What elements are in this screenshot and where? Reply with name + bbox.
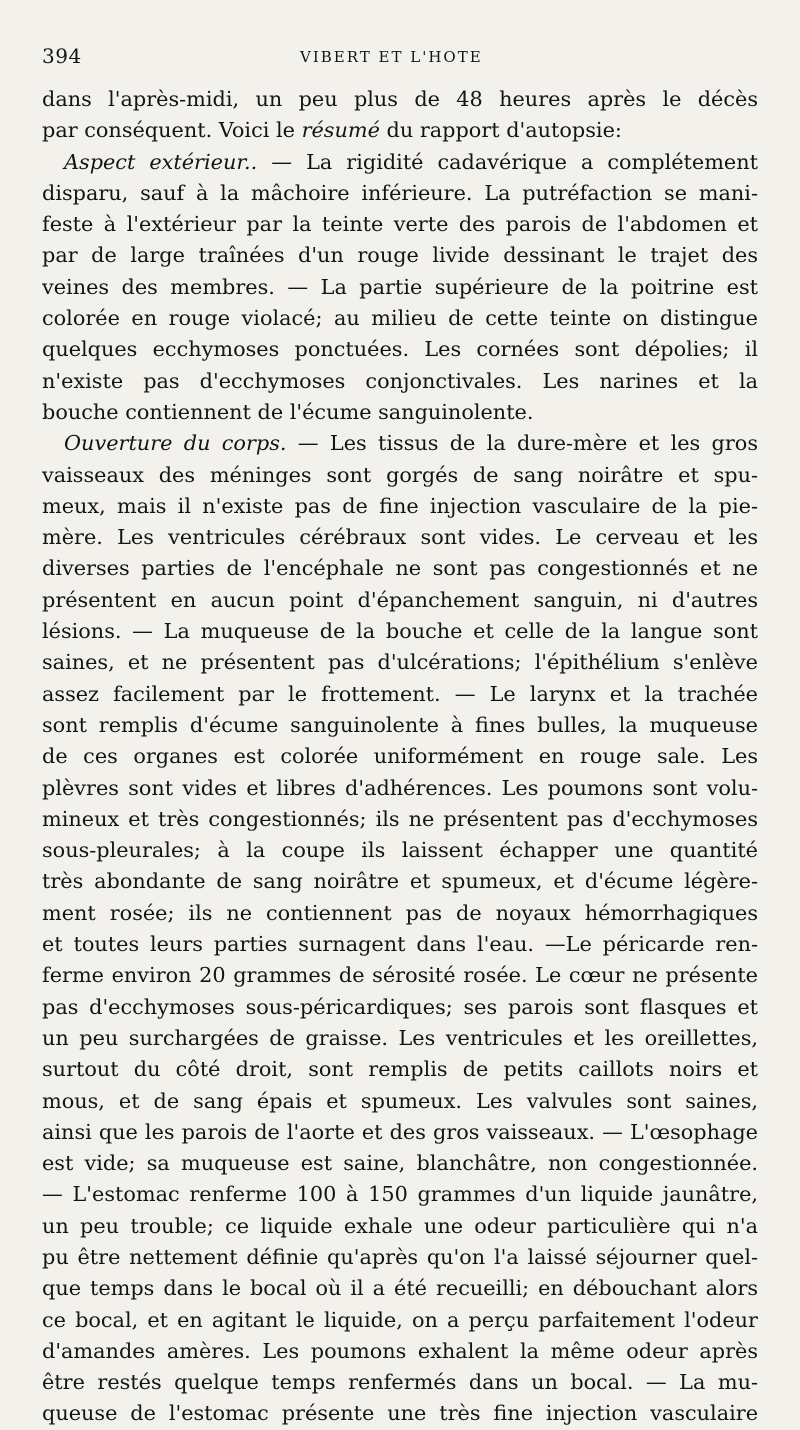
text-run: — La rigidité cadavérique a complétement [257,149,758,174]
text-line [42,272,758,303]
text-line [42,710,758,741]
text-run: sont remplis d'écume sanguinolente à fines bulles, la muqueuse [42,712,758,737]
text-run: pas d'ecchymoses sous-péricardiques; ses parois sont flasques et [42,994,758,1019]
text-run: sous-pleurales; à la coupe ils laissent échapper une quantité [42,838,758,863]
text-run: ferme environ 20 grammes de sérosité rosée. Le cœur ne présente [42,963,758,988]
text-line [42,992,758,1023]
text-line [42,491,758,522]
text-line [42,1242,758,1273]
text-run: plèvres sont vides et libres d'adhérences. Les poumons sont volu- [42,775,758,800]
text-line [42,741,758,772]
text-run: de ces organes est colorée uniformément en rouge sale. Les [42,744,758,769]
text-run: mère. Les ventricules cérébraux sont vides. Le cerveau et les [42,525,758,550]
text-run: — Les tissus de la dure-mère et les gros [286,431,758,456]
text-line [42,303,758,334]
text-run: très abondante de sang noirâtre et spumeux, et d'écume légère- [42,869,758,894]
text-line [42,1023,758,1054]
text-run: saines, et ne présentent pas d'ulcérations; l'épithélium s'enlève [42,650,758,675]
body-text [42,84,758,1430]
text-run: et toutes leurs parties surnagent dans l'eau. —Le péricarde ren- [42,932,758,957]
text-run: est vide; sa muqueuse est saine, blanchâtre, non congestionnée. [42,1151,758,1176]
text-run: mous, et de sang épais et spumeux. Les valvules sont saines, [42,1088,758,1113]
text-run: n'existe pas d'ecchymoses conjonctivales. Les narines et la [42,368,758,393]
text-run: que temps dans le bocal où il a été recueilli; en débouchant alors [42,1276,758,1301]
text-run: bouche contiennent de l'écume sanguinolente. [42,399,534,424]
running-title: VIBERT ET L'HOTE [300,48,483,66]
text-run: colorée en rouge violacé; au milieu de cette teinte on distingue [42,306,758,331]
text-run: présentent en aucun point d'épanchement sanguin, ni d'autres [42,587,758,612]
text-run: d'amandes amères. Les poumons exhalent la même odeur après [42,1338,758,1363]
text-run: ce bocal, et en agitant le liquide, on a perçu parfaitement l'odeur [42,1307,758,1332]
text-line [42,209,758,240]
text-line [42,1211,758,1242]
text-line [42,460,758,491]
text-line [42,1148,758,1179]
text-line [42,522,758,553]
text-run: pu être nettement définie qu'après qu'on l'a laissé séjourner quel- [42,1244,758,1269]
text-run: feste à l'extérieur par la teinte verte des parois de l'abdomen et [42,212,758,237]
text-run: dans l'après-midi, un peu plus de 48 heures après le décès [42,87,758,111]
text-run: veines des membres. — La partie supérieure de la poitrine est [42,274,758,299]
text-line [42,428,758,459]
text-line [42,1398,758,1429]
text-run: un peu trouble; ce liquide exhale une odeur particulière qui n'a [42,1213,758,1238]
text-run: quelques ecchymoses ponctuées. Les cornées sont dépolies; il [42,337,758,362]
text-line [42,898,758,929]
text-line [42,866,758,897]
text-line [42,1336,758,1367]
text-line [42,366,758,397]
text-run: par de large traînées d'un rouge livide dessinant le trajet des [42,243,758,268]
italic-phrase: Ouverture du corps. [64,431,287,456]
text-run: — L'estomac renferme 100 à 150 grammes d'un liquide jaunâtre, [42,1182,758,1207]
text-run: assez facilement par le frottement. — Le larynx et la trachée [42,681,758,706]
page-number: 394 [42,44,82,68]
text-run: un peu surchargées de graisse. Les ventricules et les oreillettes, [42,1025,758,1050]
text-run: meux, mais il n'existe pas de fine injection vasculaire de la pie- [42,493,758,518]
text-line [42,929,758,960]
text-line [42,773,758,804]
text-run: vaisseaux des méninges sont gorgés de sang noirâtre et spu- [42,462,758,487]
text-run: disparu, sauf à la mâchoire inférieure. La putréfaction se mani- [42,180,758,205]
text-line [42,147,758,178]
text-line [42,1054,758,1085]
italic-phrase: Aspect extérieur.. [64,149,258,174]
text-run: par conséquent. Voici le [42,118,302,143]
text-line [42,115,758,146]
text-run: du rapport d'autopsie: [379,118,622,143]
text-line [42,334,758,365]
text-line [42,397,758,428]
text-line [42,647,758,678]
text-line [42,804,758,835]
text-run: mineux et très congestionnés; ils ne présentent pas d'ecchymoses [42,806,758,831]
text-line [42,616,758,647]
text-run: ainsi que les parois de l'aorte et des gros vaisseaux. — L'œsophage [42,1119,758,1144]
running-head [42,36,758,80]
text-line [42,84,758,115]
text-line [42,960,758,991]
text-run: surtout du côté droit, sont remplis de petits caillots noirs et [42,1057,758,1082]
text-line [42,553,758,584]
text-line [42,1117,758,1148]
text-line [42,1086,758,1117]
text-run: queuse de l'estomac présente une très fine injection vasculaire [42,1401,758,1426]
text-run: diverses parties de l'encéphale ne sont pas congestionnés et ne [42,556,758,581]
text-line [42,835,758,866]
text-run: lésions. — La muqueuse de la bouche et celle de la langue sont [42,619,758,644]
text-line [42,1273,758,1304]
text-line [42,240,758,271]
text-line [42,1305,758,1336]
text-run: ment rosée; ils ne contiennent pas de noyaux hémorrhagiques [42,900,758,925]
text-run: être restés quelque temps renfermés dans un bocal. — La mu- [42,1370,758,1395]
text-line [42,1179,758,1210]
italic-phrase: résumé [301,118,380,143]
text-line [42,585,758,616]
text-line [42,1367,758,1398]
text-line [42,178,758,209]
text-line [42,679,758,710]
